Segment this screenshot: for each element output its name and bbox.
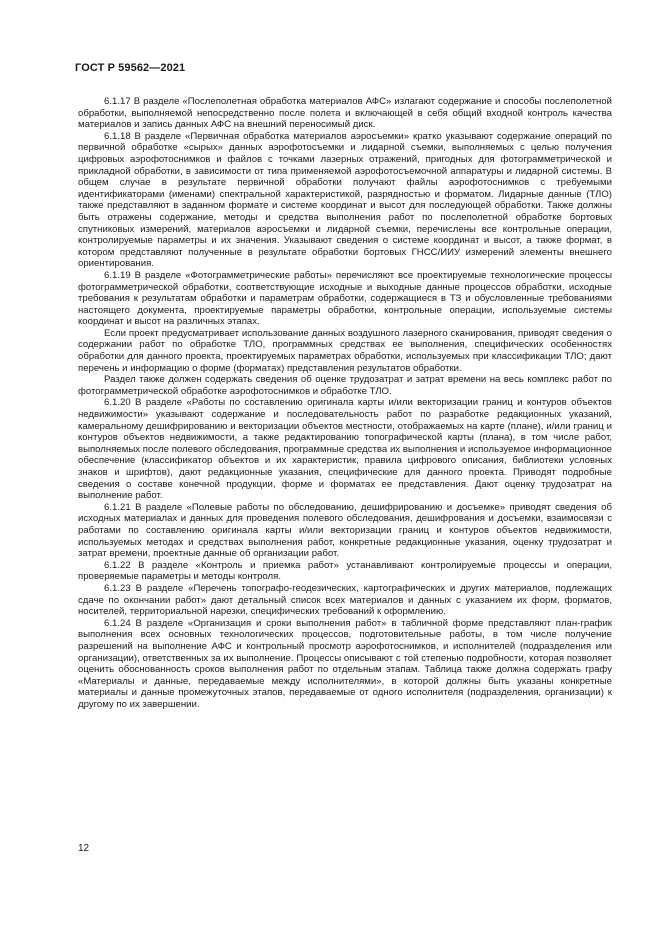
paragraph-6-1-20: 6.1.20 В разделе «Работы по составлению оригинала карты и/или векторизации границ и контуров объектов недвижимости» указывают содержание и последовательность работ по разработке редакционных указаний, камеральному дешифрированию и векторизации объектов местности, отображаемых на карте (плане), и/или границ и контуров объектов недвижимости, а также редактированию топографической карты (плана), в том числе работ, выполняемых после полевого обследования, программные средства их выполнения и используемое информационное обеспечение (классификатор объектов и их характеристик, правила цифрового описания, библиотеки условных знаков и шрифтов), дают редакционные указания, специфические для данного проекта. Приводят подробные сведения о составе конечной продукции, форме и форматах ее представления. Дают оценку трудозатрат на выполнение работ. [78, 397, 612, 502]
paragraph-labor-estimate: Раздел также должен содержать сведения об оценке трудозатрат и затрат времени на весь комплекс работ по фотограмметрической обработке аэрофотоснимков и обработке ТЛО. [78, 374, 612, 397]
paragraph-6-1-18: 6.1.18 В разделе «Первичная обработка материалов аэросъемки» кратко указывают содержание операций по первичной обработке «сырых» данных аэрофотосъемки и лидарной съемки, выполняемых с целью получения цифровых аэрофотоснимков и файлов с точками лазерных отражений, пригодных для фотограмметрической и прикладной обработки, в зависимости от типа применяемой аэрофотосъемочной аппаратуры и лидарной системы. В общем случае в результате первичной обработки получают файлы аэрофотоснимков с требуемыми идентификаторами (именами) спектральной характеристикой, разрядностью и форматом. Лидарные данные (ТЛО) также представляют в заданном формате и системе координат и высот для последующей обработки. Также должны быть отражены содержание, методы и средства выполнения работ по послеполетной обработке бортовых спутниковых измерений, материалов аэросъемки и лидарной съемки, перечислены все контрольные операции, контролируемые параметры и их значения. Указывают сведения о системе координат и высот, а также формат, в котором представляют полученные в результате обработки бортовых ГНСС/ИИУ измерений элементы внешнего ориентирования. [78, 130, 612, 270]
paragraph-6-1-17: 6.1.17 В разделе «Послеполетная обработка материалов АФС» излагают содержание и способы послеполетной обработки, выполняемой непосредственно после полета и включающей в себя общий входной контроль качества материалов и запись данных АФС на внешний переносимый диск. [78, 96, 612, 131]
document-header: ГОСТ Р 59562—2021 [75, 62, 186, 74]
paragraph-lidar: Если проект предусматривает использование данных воздушного лазерного сканирования, приводят сведения о содержании работ по обработке ТЛО, программных средствах ее выполнения, специфических особенностях обработки для данного проекта, проектируемых параметрах обработки, используемых при классификации ТЛО; дают перечень и информацию о форме (форматах) представления результатов обработки. [78, 327, 612, 374]
page-number: 12 [78, 843, 90, 854]
document-body [78, 96, 612, 710]
paragraph-6-1-19: 6.1.19 В разделе «Фотограмметрические работы» перечисляют все проектируемые технологические процессы фотограмметрической обработки, соответствующие исходные и выходные данные процессов обработки, исходные требования к результатам обработки и параметрам обработки, содержащиеся в ТЗ и обусловленные требованиями настоящего документа, проектируемые параметры обработки, контрольные операции, используемые системы координат и высот на различных этапах. [78, 269, 612, 328]
paragraph-6-1-21: 6.1.21 В разделе «Полевые работы по обследованию, дешифрированию и досъемке» приводят сведения об исходных материалах и данных для проведения полевого обследования, дешифрования и досъемки, взаимосвязи с работами по составлению оригинала карты и/или векторизации границ и контуров объектов недвижимости, используемых методах и средствах выполнения работ, конкретные редакционные указания, оценку трудозатрат и затрат времени, проектные данные об организации работ. [78, 501, 612, 560]
paragraph-6-1-24: 6.1.24 В разделе «Организация и сроки выполнения работ» в табличной форме представляют план-график выполнения всех основных технологических процессов, подготовительные работы, в том числе получение разрешений на выполнение АФС и контрольный просмотр аэрофотоснимков, и исполнителей (подразделения или организации), ответственных за их выполнение. Процессы описывают с той степенью подробности, которая позволяет оценить обоснованность сроков выполнения работ по отдельным этапам. Таблица также должна содержать графу «Материалы и данные, передаваемые между исполнителями», в которой должны быть указаны конкретные материалы и данные промежуточных этапов, передаваемые от одного исполнителя (подразделения, организации) к другому по их завершении. [78, 617, 612, 710]
paragraph-6-1-23: 6.1.23 В разделе «Перечень топографо-геодезических, картографических и других материалов, подлежащих сдаче по окончании работ» дают детальный список всех материалов и данных с указанием их форм, форматов, носителей, территориальной нарезки, специфических требований к оформлению. [78, 582, 612, 618]
paragraph-6-1-22: 6.1.22 В разделе «Контроль и приемка работ» устанавливают контролируемые процессы и операции, проверяемые параметры и методы контроля. [78, 559, 612, 583]
